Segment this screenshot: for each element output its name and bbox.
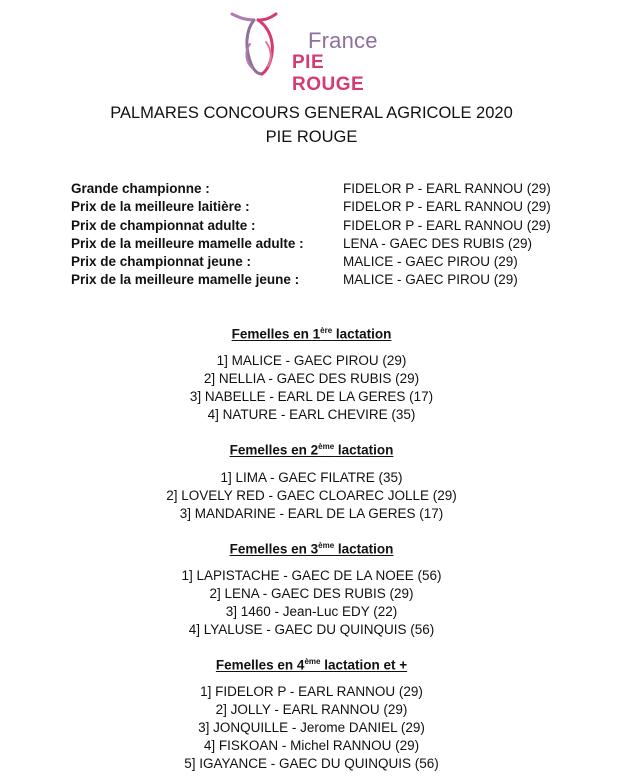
ranking-entry: 2] LENA - GAEC DES RUBIS (29) (209, 586, 414, 601)
ranking-entry: 5] IGAYANCE - GAEC DU QUINQUIS (56) (184, 756, 439, 771)
section-heading-3rd-lactation (0, 541, 623, 557)
prize-row (71, 218, 571, 236)
ranking-entry: 4] FISKOAN - Michel RANNOU (29) (203, 738, 420, 753)
heading-text: Femelles en 1 (231, 326, 321, 342)
heading-superscript: ème (304, 657, 321, 666)
ranking-entry: 1] LAPISTACHE - GAEC DE LA NOEE (56) (181, 568, 442, 583)
heading-text: Femelles en 2 (229, 442, 319, 458)
prize-value: MALICE - GAEC PIROU (29) (343, 254, 518, 270)
heading-text: lactation (334, 541, 394, 557)
heading-text: Femelles en 3 (229, 541, 319, 557)
prize-row (71, 199, 571, 217)
ranking-entry: 4] LYALUSE - GAEC DU QUINQUIS (56) (188, 622, 435, 637)
ranking-entry: 1] LIMA - GAEC FILATRE (35) (220, 470, 403, 485)
section-heading-2nd-lactation (0, 442, 623, 458)
heading-text: lactation (334, 442, 394, 458)
ranking-entry: 4] NATURE - EARL CHEVIRE (35) (207, 407, 416, 422)
prize-value: MALICE - GAEC PIROU (29) (343, 272, 518, 288)
prize-row (71, 254, 571, 272)
ranking-entry: 2] JOLLY - EARL RANNOU (29) (215, 702, 408, 717)
ranking-entry: 3] NABELLE - EARL DE LA GERES (17) (189, 389, 434, 404)
prize-value: FIDELOR P - EARL RANNOU (29) (343, 217, 551, 233)
prize-value: FIDELOR P - EARL RANNOU (29) (343, 199, 551, 215)
prize-list (71, 181, 571, 291)
logo-text-france: France (308, 28, 378, 53)
section-heading-4th-lactation (0, 657, 623, 673)
prize-label: Prix de la meilleure mamelle jeune : (71, 272, 300, 288)
prize-row (71, 236, 571, 254)
france-pie-rouge-logo (226, 8, 396, 95)
ranking-entry: 1] FIDELOR P - EARL RANNOU (29) (200, 684, 423, 699)
heading-superscript: ème (318, 541, 335, 550)
ranking-entry: 2] NELLIA - GAEC DES RUBIS (29) (203, 371, 420, 386)
ranking-entry: 1] MALICE - GAEC PIROU (29) (216, 353, 407, 368)
heading-superscript: ème (318, 442, 335, 451)
heading-superscript: ère (320, 326, 333, 335)
prize-row (71, 181, 571, 199)
document-title: PALMARES CONCOURS GENERAL AGRICOLE 2020 (110, 104, 513, 122)
prize-value: LENA - GAEC DES RUBIS (29) (343, 235, 533, 251)
ranking-entry: 2] LOVELY RED - GAEC CLOAREC JOLLE (29) (166, 488, 457, 503)
prize-label: Prix de championnat jeune : (71, 254, 252, 270)
prize-label: Prix de la meilleure laitière : (71, 199, 250, 215)
heading-text: lactation (332, 326, 392, 342)
heading-text: lactation et + (320, 657, 408, 673)
section-heading-1st-lactation (0, 326, 623, 342)
document-subtitle: PIE ROUGE (265, 128, 358, 146)
logo-text-pie-rouge: PIE ROUGE (292, 52, 365, 95)
ranking-entry: 3] MANDARINE - EARL DE LA GERES (17) (179, 506, 444, 521)
ranking-entry: 3] 1460 - Jean-Luc EDY (22) (225, 604, 398, 619)
prize-row (71, 272, 571, 290)
prize-value: FIDELOR P - EARL RANNOU (29) (343, 181, 551, 196)
prize-label: Prix de la meilleure mamelle adulte : (71, 235, 304, 251)
heading-text: Femelles en 4 (215, 657, 305, 673)
ranking-entry: 3] JONQUILLE - Jerome DANIEL (29) (198, 720, 425, 735)
prize-label: Grande championne : (71, 181, 210, 196)
prize-label: Prix de championnat adulte : (71, 217, 256, 233)
